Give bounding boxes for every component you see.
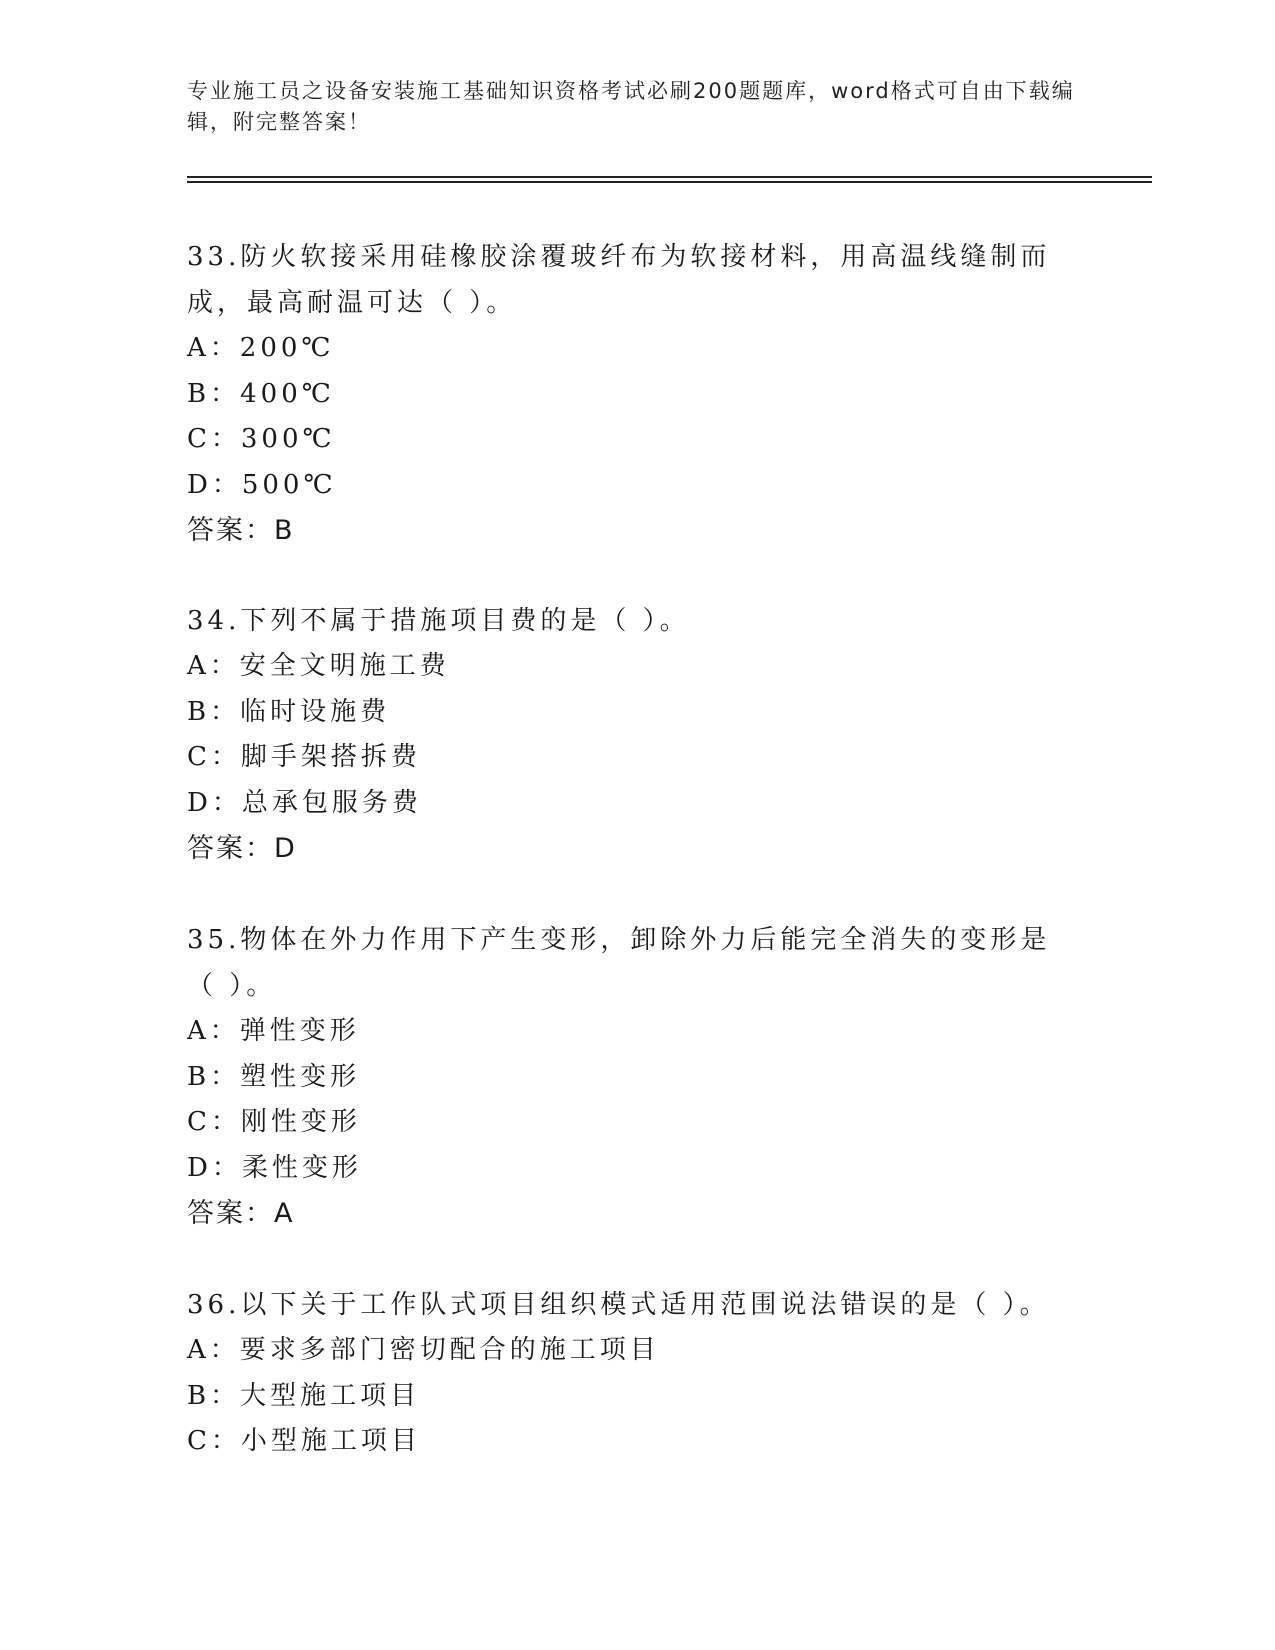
question-33 [187, 234, 1067, 554]
option-a: A：要求多部门密切配合的施工项目 [187, 1335, 660, 1365]
question-text: 34.下列不属于措施项目费的是（ ）。 [187, 606, 690, 636]
option-c: C：刚性变形 [187, 1107, 361, 1137]
answer-label: 答案：A [187, 1198, 295, 1229]
question-text: 36.以下关于工作队式项目组织模式适用范围说法错误的是（ ）。 [187, 1290, 1050, 1320]
option-c: C：小型施工项目 [187, 1426, 421, 1456]
question-36 [187, 1282, 1067, 1465]
answer-label: 答案：D [187, 833, 297, 864]
option-d: D：500℃ [187, 469, 337, 500]
option-a: A：安全文明施工费 [187, 651, 450, 681]
header-divider-top [187, 176, 1152, 178]
option-a: A：弹性变形 [187, 1016, 360, 1046]
option-b: B：塑性变形 [187, 1061, 361, 1092]
question-35 [187, 917, 1067, 1237]
option-c: C：300℃ [187, 424, 336, 454]
question-34 [187, 598, 1067, 872]
option-b: B：临时设施费 [187, 696, 391, 727]
option-d: D：总承包服务费 [187, 787, 422, 818]
option-d: D：柔性变形 [187, 1152, 362, 1183]
answer-label: 答案：B [187, 515, 295, 546]
option-c: C：脚手架搭拆费 [187, 742, 421, 772]
option-b: B：400℃ [187, 378, 335, 409]
header-divider-bottom [187, 181, 1152, 183]
question-text: 35.物体在外力作用下产生变形，卸除外力后能完全消失的变形是（ ）。 [187, 925, 1051, 1001]
option-a: A：200℃ [187, 333, 335, 363]
question-text: 33.防火软接采用硅橡胶涂覆玻纤布为软接材料，用高温线缝制而成，最高耐温可达（ ）。 [187, 242, 1051, 318]
option-b: B：大型施工项目 [187, 1380, 421, 1411]
document-header: 专业施工员之设备安装施工基础知识资格考试必刷200题题库，word格式可自由下载编辑，附完整答案！ [187, 79, 1075, 134]
